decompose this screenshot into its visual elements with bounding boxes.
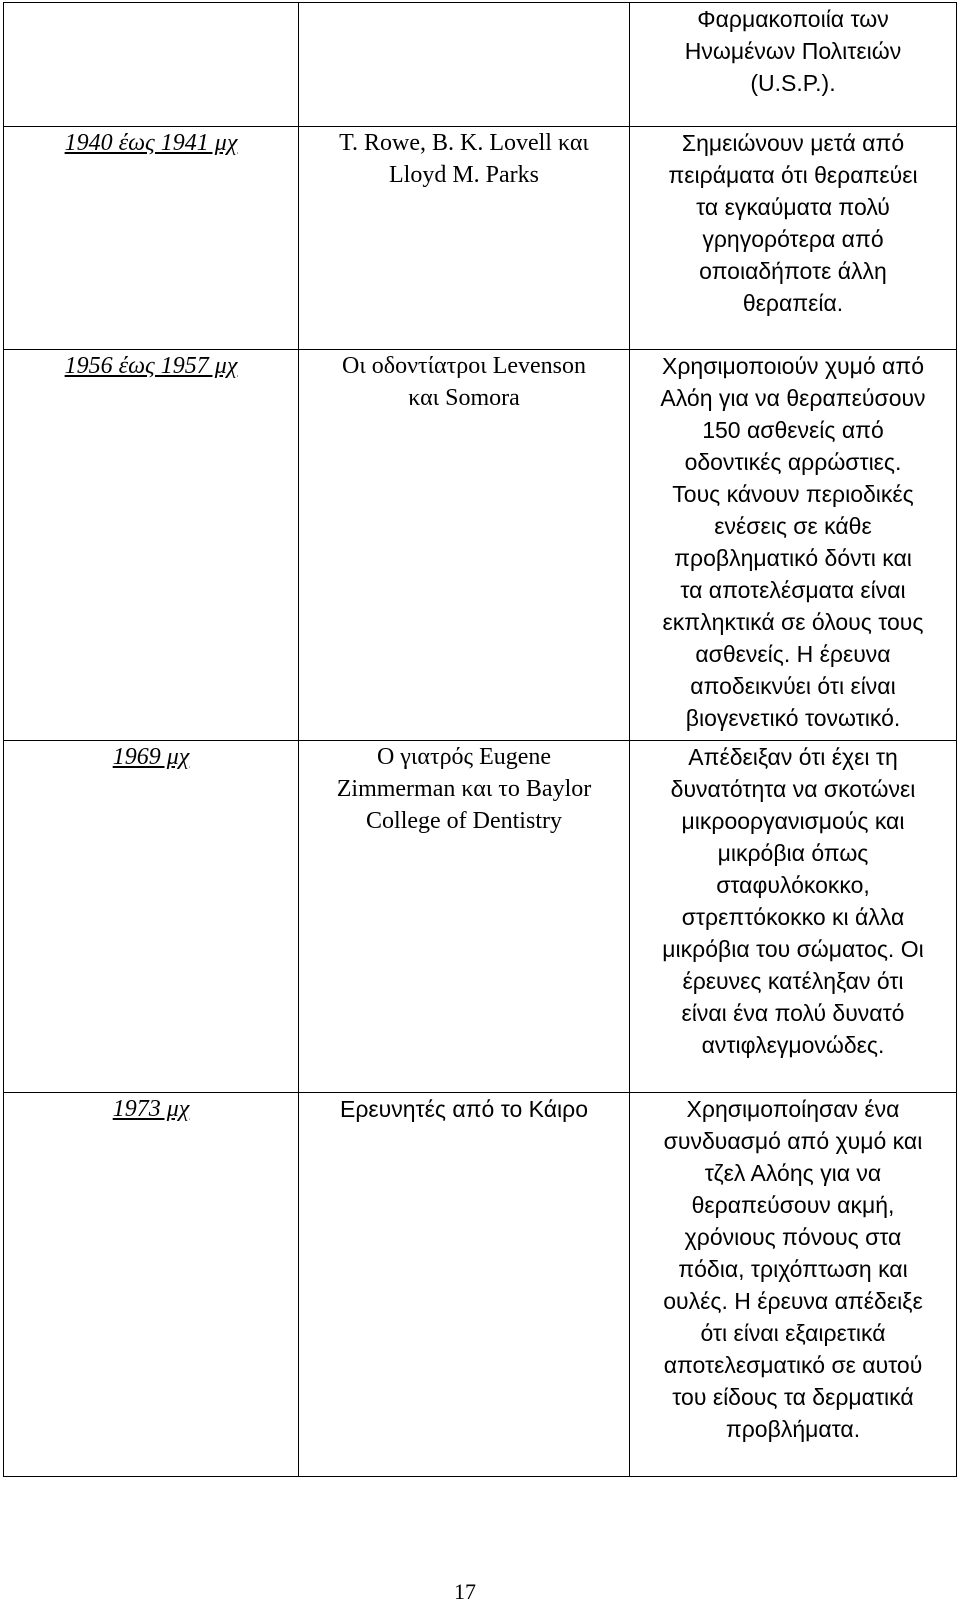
finding-cell	[630, 127, 957, 350]
date-cell	[4, 1093, 299, 1477]
researchers-cell	[299, 350, 630, 741]
date-cell	[4, 741, 299, 1093]
date-text: 1956 έως 1957 μχ	[64, 353, 238, 379]
researchers-text: Ο γιατρός Eugene Zimmerman και το Baylor College of Dentistry	[336, 744, 592, 834]
finding-text: Σημειώνουν μετά από πειράματα ότι θεραπεύει τα εγκαύματα πολύ γρηγορότερα από οποιαδήποτε άλλη θεραπεία.	[668, 130, 918, 316]
finding-cell	[630, 350, 957, 741]
page-number: 17	[454, 1579, 476, 1604]
researchers-text: T. Rowe, B. K. Lovell και Lloyd M. Parks	[339, 130, 589, 188]
researchers-text: Οι οδοντίατροι Levenson και Somora	[341, 353, 586, 411]
finding-text: Χρησιμοποιούν χυμό από Αλόη για να θεραπεύσουν 150 ασθενείς από οδοντικές αρρώστιες. Τους κάνουν περιοδικές ενέσεις σε κάθε προβληματικό δόντι και τα αποτελέσματα είναι εκπληκτικά σε όλους τους ασθενείς. Η έρευνα αποδεικνύει ότι είναι βιογενετικό τονωτικό.	[660, 353, 926, 731]
aloe-research-table	[3, 2, 957, 1477]
finding-cell	[630, 741, 957, 1093]
finding-cell	[630, 1093, 957, 1477]
researchers-cell	[299, 741, 630, 1093]
researchers-text: Ερευνητές από το Κάιρο	[340, 1096, 588, 1122]
researchers-cell	[299, 1093, 630, 1477]
date-text: 1969 μχ	[112, 744, 190, 770]
researchers-cell	[299, 3, 630, 127]
finding-text: Χρησιμοποίησαν ένα συνδυασμό από χυμό και τζελ Αλόης για να θεραπεύσουν ακμή, χρόνιους πόνους στα πόδια, τριχόπτωση και ουλές. Η έρευνα απέδειξε ότι είναι εξαιρετικά αποτελεσματικό σε αυτού του είδους τα δερματικά προβλήματα.	[663, 1096, 923, 1442]
date-cell	[4, 127, 299, 350]
table-row	[4, 127, 957, 350]
date-text: 1973 μχ	[112, 1096, 190, 1122]
date-cell	[4, 350, 299, 741]
finding-cell	[630, 3, 957, 127]
researchers-cell	[299, 127, 630, 350]
finding-text: Απέδειξαν ότι έχει τη δυνατότητα να σκοτώνει μικροοργανισμούς και μικρόβια όπως σταφυλόκοκκο, στρεπτόκοκκο κι άλλα μικρόβια του σώματος. Οι έρευνες κατέληξαν ότι είναι ένα πολύ δυνατό αντιφλεγμονώδες.	[662, 744, 924, 1058]
date-text: 1940 έως 1941 μχ	[64, 130, 238, 156]
finding-text: Φαρμακοποιία των Ηνωμένων Πολιτειών (U.S.P.).	[684, 6, 902, 96]
table-row	[4, 3, 957, 127]
table-row	[4, 741, 957, 1093]
date-cell	[4, 3, 299, 127]
table-row	[4, 350, 957, 741]
table-row	[4, 1093, 957, 1477]
